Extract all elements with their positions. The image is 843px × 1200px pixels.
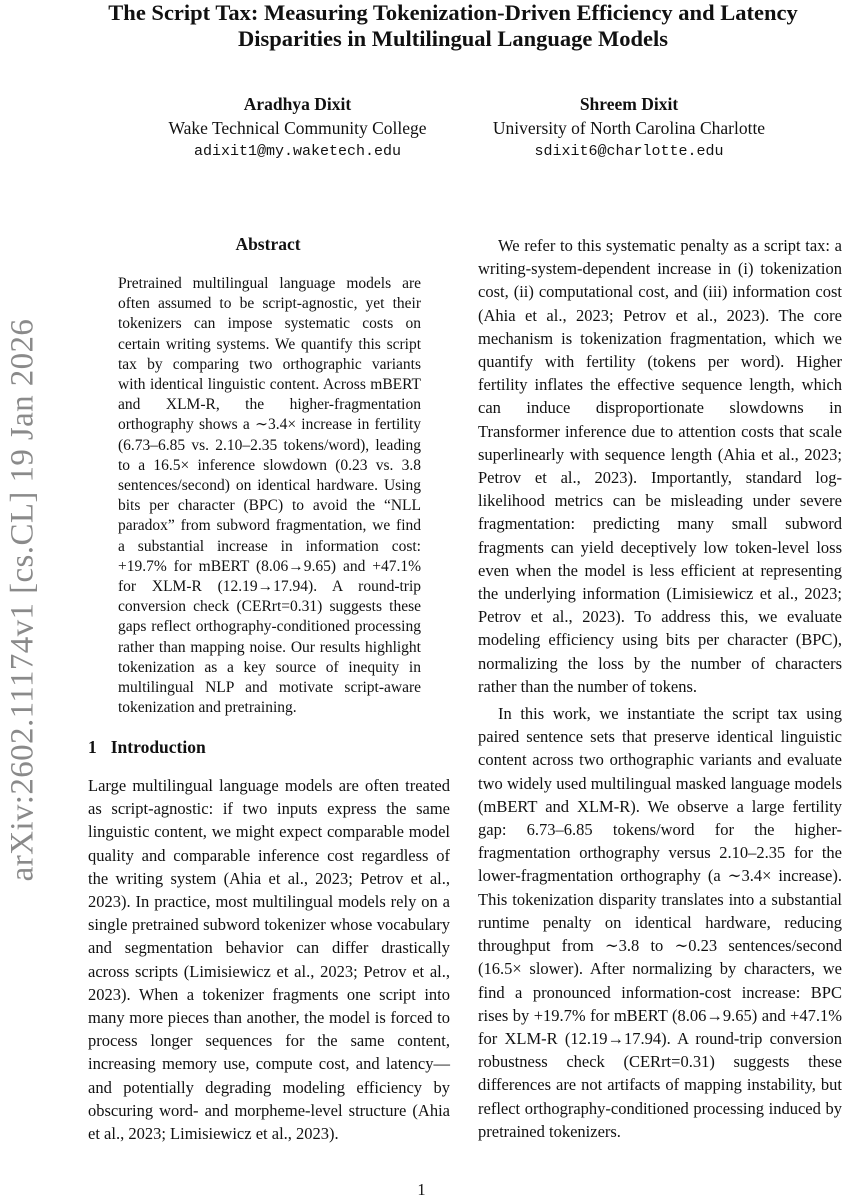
section-number: 1 — [88, 737, 97, 757]
arxiv-identifier: arXiv:2602.11174v1 [cs.CL] 19 Jan 2026 — [4, 318, 41, 882]
intro-paragraph: Large multilingual language models are often treated as script-agnostic: if two inputs express the same linguistic content, we might expect comparable model quality and comparable inference cost regardless of the writing system (Ahia et al., 2023; Petrov et al., 2023). In practice, most multilingual models rely on a single pretrained subword tokenizer whose vocabulary and segmentation behavior can differ drastically across scripts (Limisiewicz et al., 2023; Petrov et al., 2023). When a tokenizer fragments one script into many more pieces than another, the model is forced to process longer sequences for the same content, increasing memory use, compute cost, and latency—and potentially degrading modeling efficiency by obscuring word- and morpheme-level structure (Ahia et al., 2023; Limisiewicz et al., 2023). — [88, 776, 450, 1144]
paper-title — [60, 0, 843, 52]
abstract-body — [118, 274, 421, 718]
right-paragraph-1: We refer to this systematic penalty as a script tax: a writing-system-dependent increase in (i) tokenization cost, (ii) computational cost, and (iii) information cost (Ahia et al., 2023; Petrov et al., 2023). The core mechanism is tokenization fragmentation, which we quantify with fertility (tokens per word). Higher fertility inflates the effective sequence length, which can induce disproportionate slowdowns in Transformer inference due to attention costs that scale superlinearly with sequence length (Ahia et al., 2023; Petrov et al., 2023). Importantly, standard log-likelihood metrics can be misleading under severe fragmentation: predicting many small subword fragments can yield deceptively low token-level loss even when the model is less efficient at representing the underlying information (Limisiewicz et al., 2023; Petrov et al., 2023). To address this, we evaluate modeling efficiency using bits per character (BPC), normalizing the loss by the number of characters rather than the number of tokens. — [478, 236, 842, 696]
title-line-2: Disparities in Multilingual Language Models — [237, 26, 669, 51]
abstract-heading: Abstract — [235, 234, 301, 254]
author-name: Shreem Dixit — [579, 94, 679, 114]
author-affiliation: Wake Technical Community College — [168, 118, 427, 138]
page-number: 1 — [417, 1180, 426, 1199]
author-email[interactable]: adixit1@my.waketech.edu — [193, 143, 402, 160]
title-line-1: The Script Tax: Measuring Tokenization-Driven Efficiency and Latency — [108, 0, 798, 25]
author-block-2 — [470, 92, 788, 164]
right-column-body — [478, 234, 842, 1143]
arxiv-sidebar — [0, 0, 46, 1200]
author-affiliation: University of North Carolina Charlotte — [492, 118, 766, 138]
introduction-heading — [88, 737, 206, 758]
introduction-body — [88, 774, 450, 1145]
right-paragraph-2: In this work, we instantiate the script tax using paired sentence sets that preserve identical linguistic content across two orthographic variants and evaluate two widely used multilingual masked language models (mBERT and XLM-R). We observe a large fertility gap: 6.73–6.85 tokens/word for the higher-fragmentation orthography versus 2.10–2.35 for the lower-fragmentation orthography (a ∼3.4× increase). This tokenization disparity translates into a substantial runtime penalty on identical hardware, reducing throughput from ∼3.8 to ∼0.23 sentences/second (16.5× slower). After normalizing by characters, we find a pronounced information-cost increase: BPC rises by +19.7% for mBERT (8.06→9.65) and +47.1% for XLM-R (12.19→17.94). A round-trip conversion robustness check (CERrt=0.31) suggests these differences are not artifacts of mapping instability, but reflect orthography-conditioned processing induced by pretrained tokenizers. — [478, 704, 842, 1141]
author-block-1 — [150, 92, 445, 164]
abstract-text: Pretrained multilingual language models are often assumed to be script-agnostic, yet their tokenizers can impose systematic costs on certain writing systems. We quantify this script tax by comparing two orthographic variants with identical linguistic content. Across mBERT and XLM-R, the higher-fragmentation orthography shows a ∼3.4× increase in fertility (6.73–6.85 vs. 2.10–2.35 tokens/word), leading to a 16.5× inference slowdown (0.23 vs. 3.8 sentences/second) on identical hardware. Using bits per character (BPC) to avoid the “NLL paradox” from subword fragmentation, we find a substantial increase in information cost: +19.7% for mBERT (8.06→9.65) and +47.1% for XLM-R (12.19→17.94). A round-trip conversion check (CERrt=0.31) suggests these gaps reflect orthography-conditioned processing rather than mapping noise. Our results highlight tokenization as a key source of inequity in multilingual NLP and motivate script-aware tokenization and pretraining. — [118, 275, 421, 717]
author-email[interactable]: sdixit6@charlotte.edu — [534, 143, 724, 160]
section-title: Introduction — [110, 737, 206, 757]
author-name: Aradhya Dixit — [243, 94, 352, 114]
